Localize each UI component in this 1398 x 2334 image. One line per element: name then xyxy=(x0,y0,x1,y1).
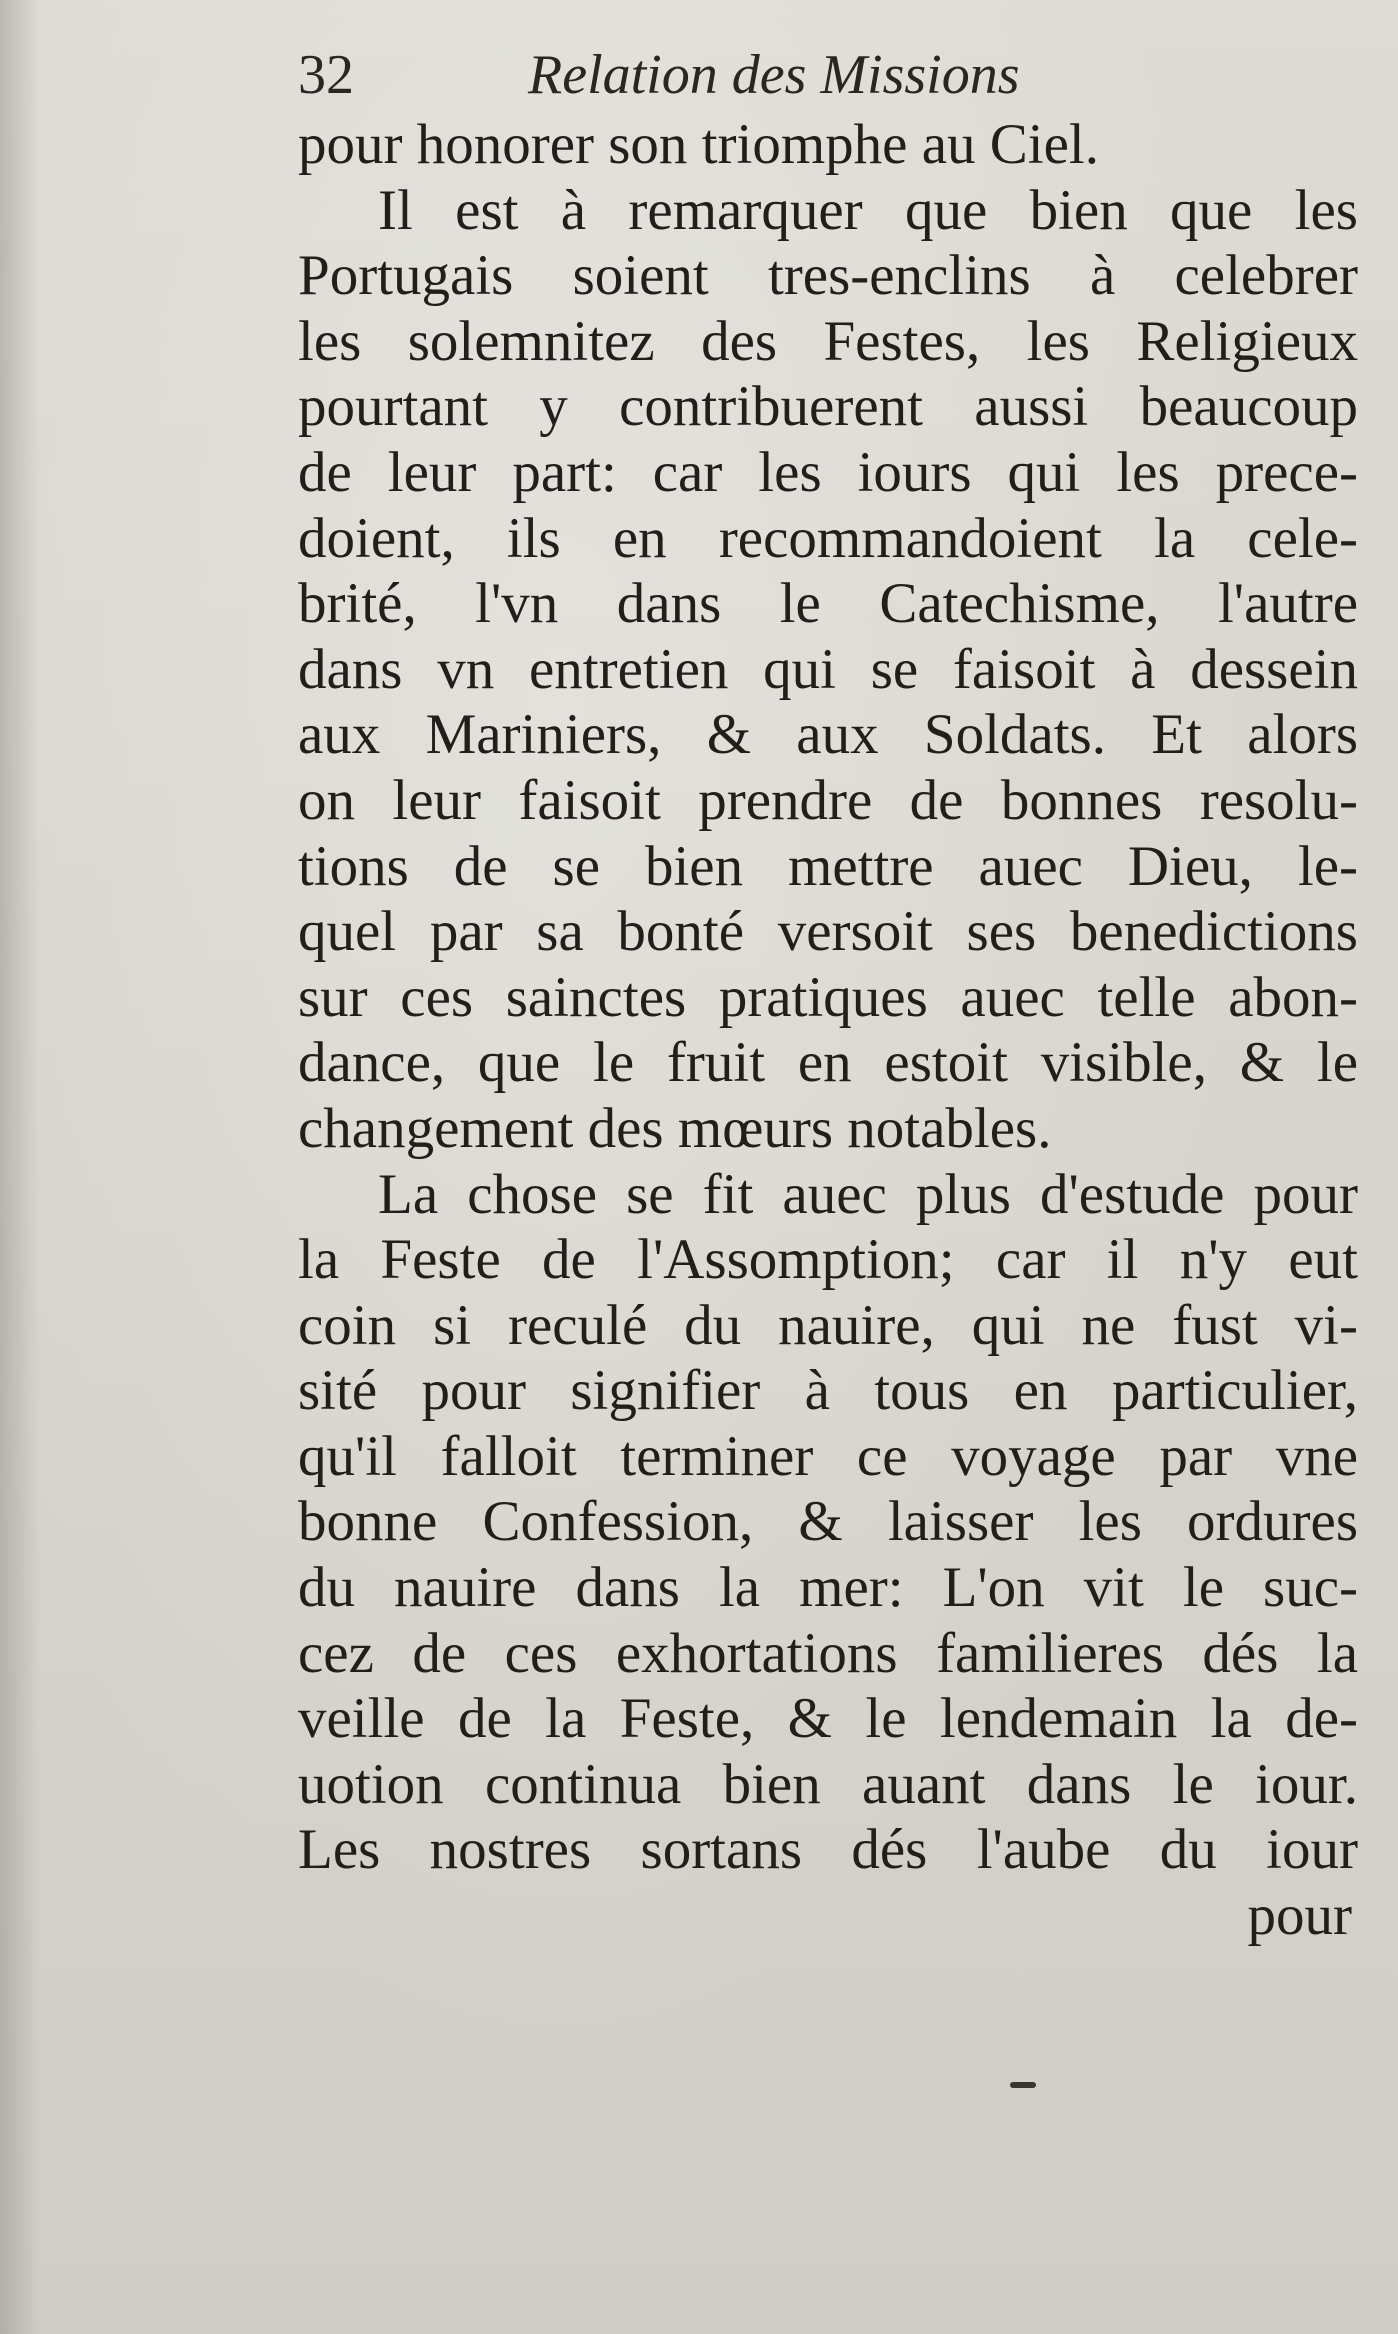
text-line: du nauire dans la mer: L'on vit le suc- xyxy=(298,1556,1358,1620)
text-line: coin si reculé du nauire, qui ne fust vi- xyxy=(298,1293,1358,1357)
text-line: veille de la Feste, & le lendemain la de- xyxy=(298,1687,1358,1751)
text-line: tions de se bien mettre auec Dieu, le- xyxy=(298,834,1358,898)
text-line: cez de ces exhortations familieres dés la xyxy=(298,1621,1358,1685)
text-line: sur ces sainctes pratiques auec telle abon- xyxy=(298,965,1358,1029)
text-line: dance, que le fruit en estoit visible, & le xyxy=(298,1031,1358,1095)
text-line: doient, ils en recommandoient la cele- xyxy=(298,506,1358,570)
text-line: sité pour signifier à tous en particulier, xyxy=(298,1359,1358,1423)
text-line: dans vn entretien qui se faisoit à dessein xyxy=(298,637,1358,701)
text-line: bonne Confession, & laisser les ordures xyxy=(298,1490,1358,1554)
text-line: brité, l'vn dans le Catechisme, l'autre xyxy=(298,572,1358,636)
text-line: Il est à remarquer que bien que les xyxy=(378,178,1358,242)
text-line: pour honorer son triomphe au Ciel. xyxy=(298,113,1100,176)
text-line: qu'il falloit terminer ce voyage par vne xyxy=(298,1424,1358,1488)
text-line: la Feste de l'Assomption; car il n'y eut xyxy=(298,1228,1358,1292)
ink-speck xyxy=(1010,2082,1036,2088)
text-line: La chose se fit auec plus d'estude pour xyxy=(378,1162,1358,1226)
text-line: de leur part: car les iours qui les prece- xyxy=(298,440,1358,504)
text-line: Portugais soient tres-enclins à celebrer xyxy=(298,244,1358,308)
body-text xyxy=(298,112,1358,1949)
text-line: Les nostres sortans dés l'aube du iour xyxy=(298,1818,1358,1882)
gutter-shadow xyxy=(0,0,40,2334)
text-line: pourtant y contribuerent aussi beaucoup xyxy=(298,375,1358,439)
text-line: les solemnitez des Festes, les Religieux xyxy=(298,309,1358,373)
text-line: quel par sa bonté versoit ses benedictions xyxy=(298,900,1358,964)
text-line: uotion continua bien auant dans le iour. xyxy=(298,1752,1358,1816)
text-line: aux Mariniers, & aux Soldats. Et alors xyxy=(298,703,1358,767)
running-head xyxy=(298,30,1358,120)
catchword: pour xyxy=(1247,1884,1352,1948)
page-number: 32 xyxy=(298,44,354,106)
text-line: changement des mœurs notables. xyxy=(298,1096,1052,1160)
text-line: on leur faisoit prendre de bonnes resolu- xyxy=(298,768,1358,832)
running-title: Relation des Missions xyxy=(528,44,1020,106)
